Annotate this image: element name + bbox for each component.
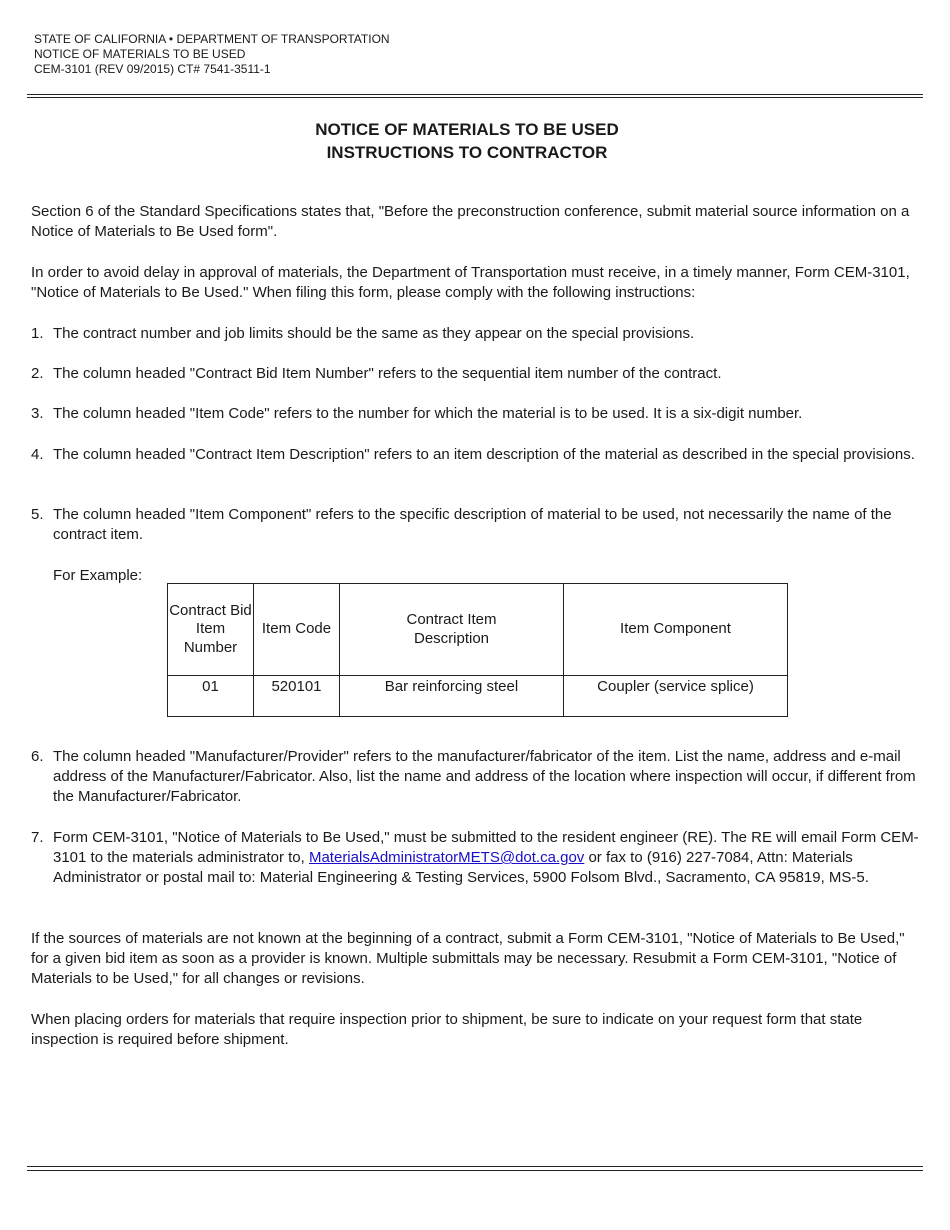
header-contract-item-description: [340, 584, 564, 676]
item-number: 5.: [31, 506, 44, 523]
item-text: The contract number and job limits should be the same as they appear on the special provisions.: [53, 325, 695, 342]
example-table: [167, 583, 788, 717]
form-name-line: NOTICE OF MATERIALS TO BE USED: [34, 47, 246, 61]
item-number: 6.: [31, 748, 44, 765]
item-number: 1.: [31, 325, 44, 342]
item-text: The column headed "Manufacturer/Provider" refers to the manufacturer/fabricator of the item. List the name, address and e-mail address of the Manufacturer/Fabricator. Also, list the name and address of the location where inspection will occur, if different from the Manufacturer/Fabricator.: [53, 748, 916, 805]
intro-paragraph-1: Section 6 of the Standard Specifications states that, "Before the preconstruction conference, submit material source information on a Notice of Materials to Be Used form".: [31, 203, 910, 240]
instruction-item-5: [31, 505, 921, 545]
cell-item-description: Bar reinforcing steel: [340, 676, 564, 717]
top-rule-2: [27, 97, 923, 98]
example-table-header-row: [168, 584, 788, 676]
item-text: The column headed "Contract Item Description" refers to an item description of the material as described in the special provisions.: [53, 446, 915, 463]
instruction-item-2: [31, 364, 921, 384]
form-number-line: CEM-3101 (REV 09/2015) CT# 7541-3511-1: [34, 62, 271, 76]
item-number: 2.: [31, 365, 44, 382]
item-number: 4.: [31, 446, 44, 463]
closing-paragraph-2: When placing orders for materials that require inspection prior to shipment, be sure to indicate on your request form that state inspection is required before shipment.: [31, 1011, 863, 1048]
top-rule-1: [27, 94, 923, 95]
example-label: For Example:: [53, 567, 143, 584]
example-table-row: [168, 676, 788, 717]
bottom-rule-2: [27, 1170, 923, 1171]
item-text-after-email: or fax to (916) 227-7084, Attn: Materials Administrator or postal mail to: Material Engineering & Testing Services, 5900 Folsom Blvd., Sacramento, CA 95819, MS-5.: [53, 849, 869, 886]
item-text-before-email: Form CEM-3101, "Notice of Materials to Be Used," must be submitted to the resident engineer (RE). The RE will email Form CEM-3101 to the materials administrator to,: [53, 829, 919, 866]
instruction-item-6: [31, 747, 921, 807]
title-line-1: NOTICE OF MATERIALS TO BE USED: [315, 120, 619, 139]
cell-bid-item-number: 01: [168, 676, 254, 717]
instruction-item-3: [31, 404, 921, 424]
form-header: [34, 32, 390, 77]
page-title: [0, 118, 934, 164]
instruction-item-4: [31, 445, 921, 465]
cell-item-code: 520101: [254, 676, 340, 717]
item-text: [53, 828, 921, 888]
email-link[interactable]: MaterialsAdministratorMETS@dot.ca.gov: [308, 849, 585, 866]
instruction-item-1: [31, 324, 921, 344]
item-text: The column headed "Item Code" refers to the number for which the material is to be used. It is a six-digit number.: [53, 405, 803, 422]
header-contract-bid-item-number: Contract Bid Item Number: [168, 584, 254, 676]
bottom-rule-1: [27, 1166, 923, 1167]
cell-item-component: Coupler (service splice): [564, 676, 788, 717]
header-contract-item-description-text: Contract Item Description: [406, 611, 497, 647]
item-text: The column headed "Item Component" refers to the specific description of material to be used, not necessarily the name of the contract item.: [53, 506, 892, 543]
title-line-2: INSTRUCTIONS TO CONTRACTOR: [326, 143, 608, 162]
closing-paragraph-1: If the sources of materials are not known at the beginning of a contract, submit a Form CEM-3101, "Notice of Materials to Be Used," for a given bid item as soon as a provider is known. Multiple submittals may be necessary. Resubmit a Form CEM-3101, "Notice of Materials to be Used," for all changes or revisions.: [31, 930, 905, 987]
item-number: 7.: [31, 829, 44, 846]
agency-line: STATE OF CALIFORNIA • DEPARTMENT OF TRANSPORTATION: [34, 32, 390, 46]
item-text: The column headed "Contract Bid Item Number" refers to the sequential item number of the contract.: [53, 365, 722, 382]
intro-paragraph-2: In order to avoid delay in approval of materials, the Department of Transportation must receive, in a timely manner, Form CEM-3101, "Notice of Materials to Be Used." When filing this form, please comply with the following instructions:: [31, 264, 910, 301]
header-item-code: Item Code: [254, 584, 340, 676]
instruction-item-7: [31, 828, 921, 888]
item-number: 3.: [31, 405, 44, 422]
header-item-component: Item Component: [564, 584, 788, 676]
